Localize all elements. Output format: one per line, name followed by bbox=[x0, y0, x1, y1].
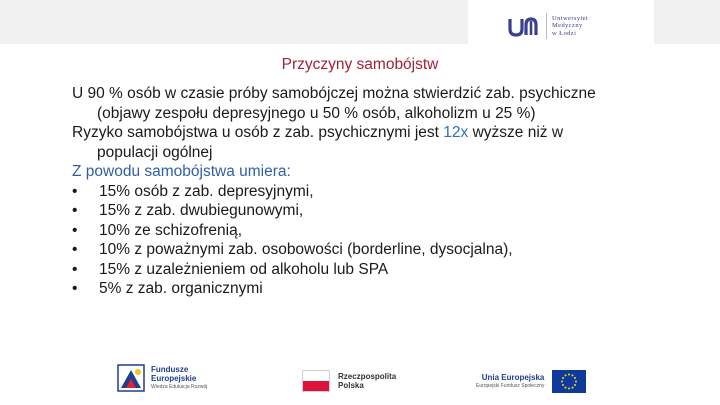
list-item bbox=[72, 182, 692, 202]
bullet-icon: • bbox=[72, 182, 78, 200]
european-funds-text bbox=[151, 365, 207, 392]
funds-program: Wiedza Edukacja Rozwój bbox=[151, 383, 208, 390]
list-item bbox=[72, 279, 692, 299]
funds-name-2: Europejskie bbox=[151, 373, 197, 383]
logo-line-2: Medyczny bbox=[552, 22, 583, 30]
eu-flag-icon bbox=[552, 370, 586, 393]
slide-content bbox=[72, 84, 692, 299]
funds-name-1: Fundusze bbox=[151, 364, 189, 374]
poland-logo bbox=[302, 370, 396, 392]
bullet-icon: • bbox=[72, 280, 78, 297]
list-item-text: 15% z uzależnieniem od alkoholu lub SPA bbox=[99, 260, 389, 278]
list-item bbox=[72, 260, 692, 280]
bullet-icon: • bbox=[72, 202, 78, 219]
poland-line-2: Polska bbox=[338, 381, 364, 390]
university-name bbox=[552, 15, 588, 38]
eu-logo bbox=[476, 370, 586, 393]
logo-line-3: w Łodzi bbox=[552, 29, 577, 37]
bullet-icon: • bbox=[72, 221, 78, 239]
list-item-text: 15% osób z zab. depresyjnymi, bbox=[99, 182, 314, 200]
bullet-icon: • bbox=[72, 260, 78, 278]
paragraph-risk-text-a: Ryzyko samobójstwa u osób z zab. psychicznymi jest bbox=[72, 124, 444, 141]
european-funds-logo bbox=[117, 364, 207, 392]
paragraph-risk-text-b: wyższe niż w bbox=[468, 124, 564, 141]
list-item bbox=[72, 201, 692, 221]
paragraph-statistics-line-1: U 90 % osób w czasie próby samobójczej można stwierdzić zab. psychiczne bbox=[72, 85, 596, 102]
list-item-text: 5% z zab. organicznymi bbox=[99, 280, 263, 297]
list-item-text: 10% z poważnymi zab. osobowości (borderline, dysocjalna), bbox=[99, 241, 513, 258]
eu-name: Unia Europejska bbox=[481, 372, 545, 382]
footer-logos bbox=[0, 360, 720, 405]
logo-line-1: Uniwersytet bbox=[552, 14, 589, 22]
section-heading: Z powodu samobójstwa umiera: bbox=[72, 163, 291, 180]
eu-text bbox=[476, 373, 544, 391]
paragraph-risk bbox=[72, 123, 692, 162]
european-funds-emblem-icon bbox=[117, 364, 145, 392]
university-logo bbox=[468, 0, 654, 52]
slide-title: Przyczyny samobójstw bbox=[281, 56, 439, 73]
paragraph-risk-line-2: populacji ogólnej bbox=[97, 143, 213, 161]
paragraph-statistics-line-2: (objawy zespołu depresyjnego u 50 % osób, alkoholizm u 25 %) bbox=[97, 104, 536, 122]
bullet-icon: • bbox=[72, 241, 78, 258]
bullet-list bbox=[72, 182, 692, 299]
list-item-text: 15% z zab. dwubiegunowymi, bbox=[99, 202, 304, 219]
poland-line-1: Rzeczpospolita bbox=[338, 372, 397, 381]
eu-fund: Europejski Fundusz Społeczny bbox=[476, 382, 545, 389]
list-item bbox=[72, 240, 692, 260]
list-item bbox=[72, 221, 692, 241]
logo-separator bbox=[546, 13, 547, 39]
poland-flag-icon bbox=[302, 370, 330, 392]
paragraph-statistics bbox=[72, 84, 692, 123]
risk-multiplier-highlight: 12x bbox=[443, 124, 469, 141]
um-logo-mark-icon bbox=[508, 15, 540, 37]
poland-text bbox=[338, 372, 396, 390]
list-item-text: 10% ze schizofrenią, bbox=[99, 221, 243, 239]
